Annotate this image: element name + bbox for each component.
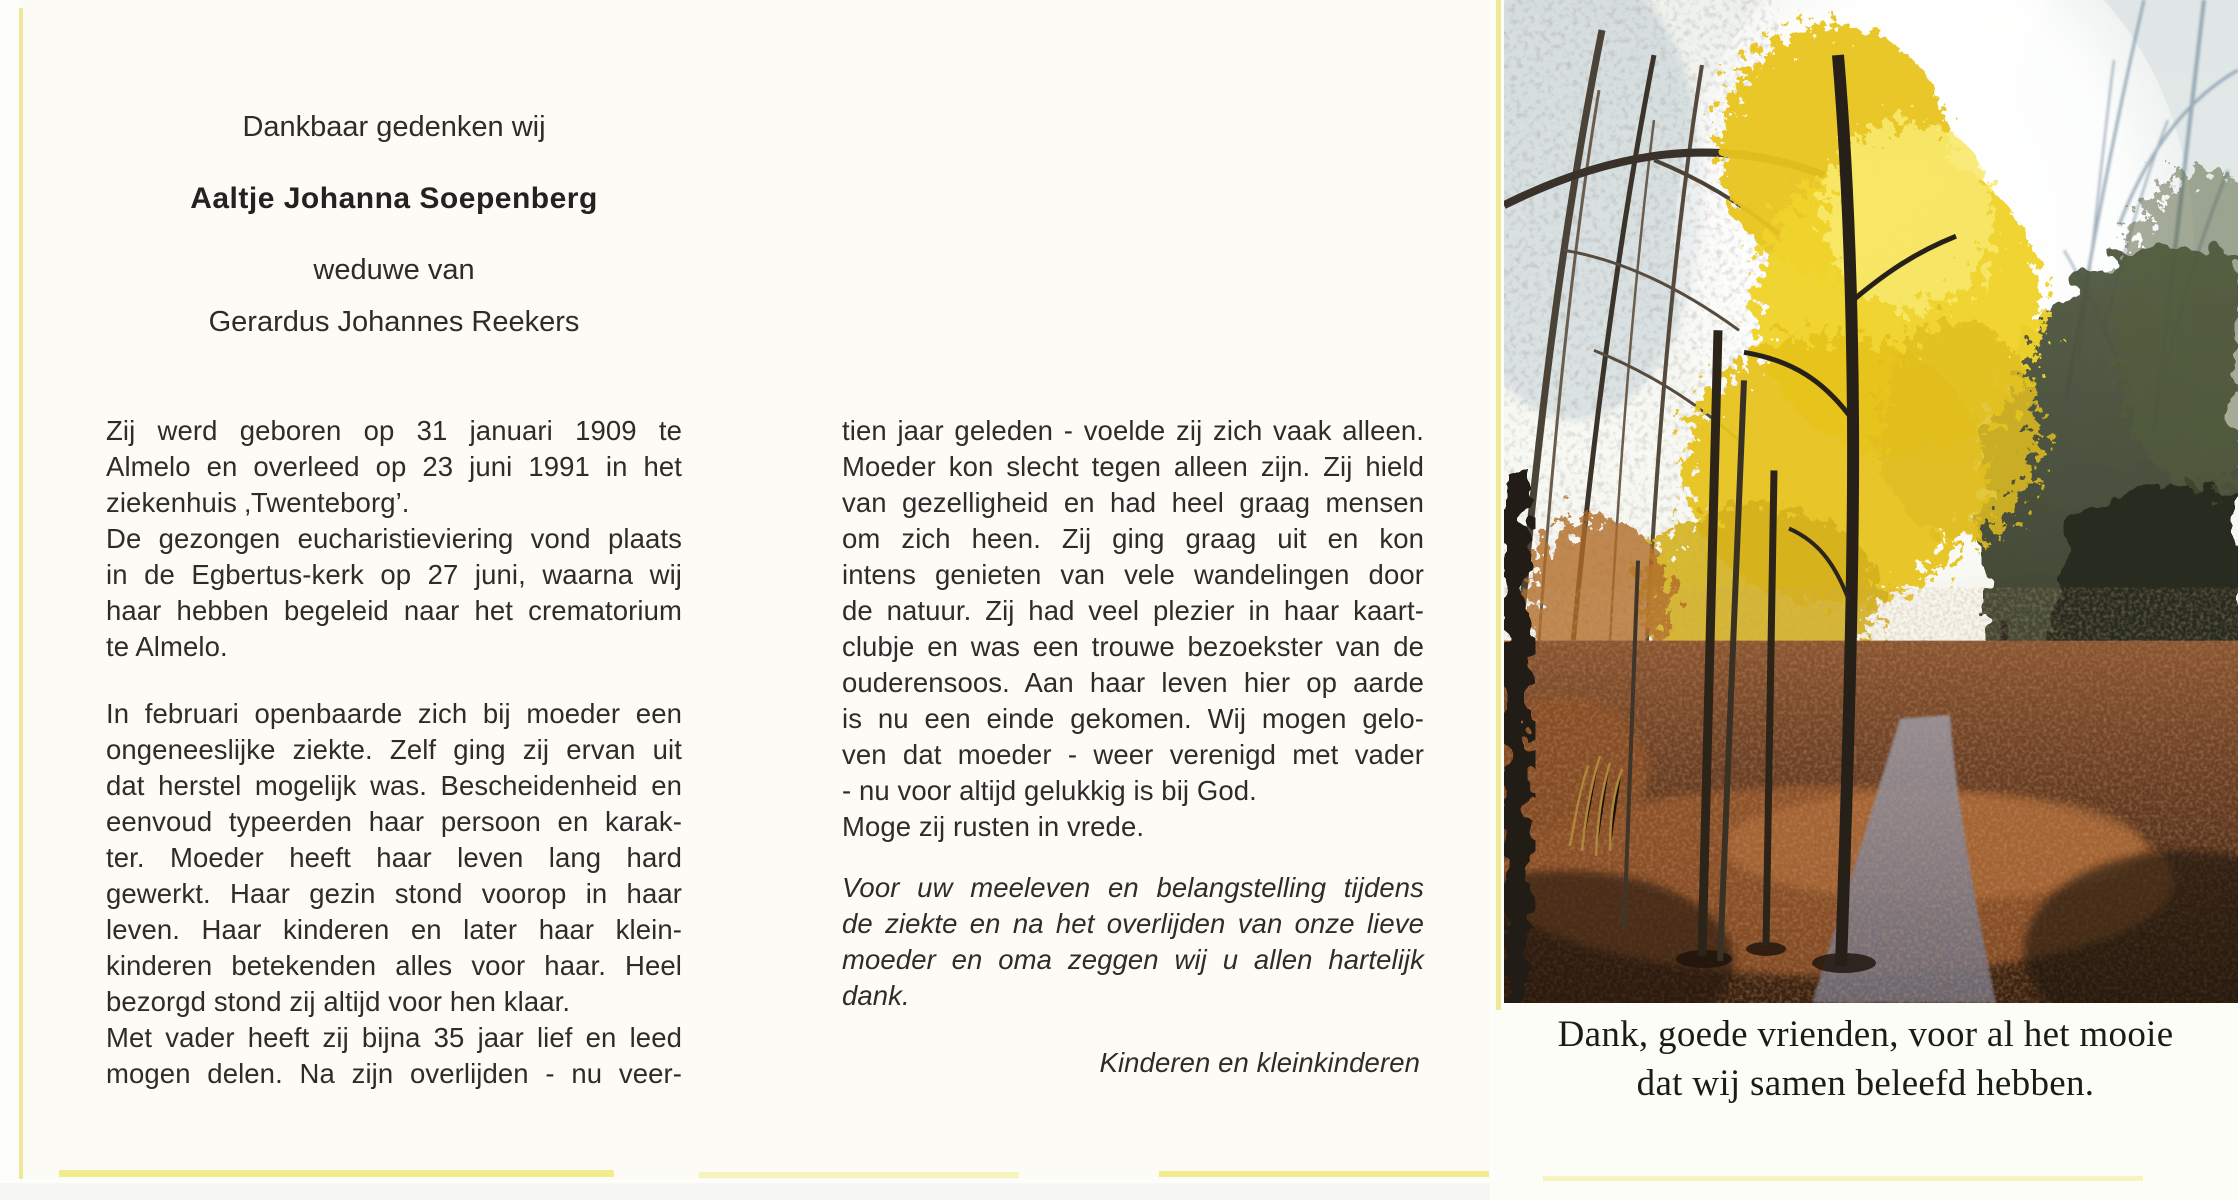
text-line: dat herstel mogelijk was. Bescheidenheid en (106, 770, 682, 801)
text-line: haar hebben begeleid naar het crematorium (106, 595, 682, 626)
photo-card-edge-left (1496, 0, 1501, 1010)
text-line: om zich heen. Zij ging graag uit en kon (842, 523, 1424, 554)
forest-floor (1504, 626, 2238, 1003)
text-line: Moge zij rusten in vrede. (842, 811, 1145, 842)
paragraph-birth-death (106, 413, 682, 665)
signature: Kinderen en kleinkinderen (1099, 1047, 1420, 1078)
text-line: mogen delen. Na zijn overlijden - nu veer- (106, 1058, 682, 1089)
paragraph-life-continued (842, 413, 1424, 845)
text-line: moeder en oma zeggen wij u allen hartelijk (842, 944, 1424, 975)
card-edge-bottom-segment (59, 1170, 614, 1177)
text-line: gewerkt. Haar gezin stond voorop in haar (106, 878, 682, 909)
memorial-intro: Dankbaar gedenken wij (242, 111, 546, 143)
photo-caption-line-2: dat wij samen beleefd hebben. (1636, 1063, 2095, 1104)
text-line: - nu voor altijd gelukkig is bij God. (842, 775, 1257, 806)
text-line: ziekenhuis ‚Twenteborg’. (106, 487, 410, 518)
text-line: leven. Haar kinderen en later haar klein- (106, 914, 682, 945)
photo-card-edge-bottom (1543, 1176, 2143, 1181)
scan-background (0, 1183, 1490, 1200)
text-line: de natuur. Zij had veel plezier in haar kaart- (842, 595, 1424, 626)
photo-caption (1493, 1010, 2238, 1108)
relation-label: weduwe van (313, 254, 475, 286)
photo-caption-line-1: Dank, goede vrienden, voor al het mooie (1557, 1014, 2174, 1055)
card-edge-bottom-segment (699, 1172, 1019, 1178)
deceased-name: Aaltje Johanna Soepenberg (190, 182, 598, 215)
text-line: Moeder kon slecht tegen alleen zijn. Zij hield (842, 451, 1424, 482)
paragraph-thanks (842, 870, 1424, 1014)
text-line: eenvoud typeerden haar persoon en karak- (106, 806, 682, 837)
text-line: te Almelo. (106, 631, 228, 662)
text-line: van gezelligheid en had heel graag mensen (842, 487, 1424, 518)
text-line: tien jaar geleden - voelde zij zich vaak alleen. (842, 415, 1424, 446)
text-line: De gezongen eucharistieviering vond plaats (106, 523, 682, 554)
autumn-forest-path-photo (1504, 0, 2238, 1003)
text-line: ongeneeslijke ziekte. Zelf ging zij ervan uit (106, 734, 682, 765)
text-line: is nu een einde gekomen. Wij mogen gelo- (842, 703, 1424, 734)
card-edge-left (19, 8, 23, 1179)
text-column-2 (842, 413, 1424, 1081)
text-line: Voor uw meeleven en belangstelling tijdens (842, 872, 1424, 903)
text-line: Zij werd geboren op 31 januari 1909 te (106, 415, 682, 446)
text-line: de ziekte en na het overlijden van onze lieve (842, 908, 1424, 939)
spouse-name: Gerardus Johannes Reekers (208, 306, 580, 338)
text-line: ven dat moeder - weer verenigd met vader (842, 739, 1424, 770)
photo-card (1493, 0, 2238, 1200)
text-line: Met vader heeft zij bijna 35 jaar lief en leed (106, 1022, 682, 1053)
text-line: ouderensoos. Aan haar leven hier op aarde (842, 667, 1424, 698)
text-line: in de Egbertus-kerk op 27 juni, waarna wij (106, 559, 682, 590)
text-line: kinderen betekenden alles voor haar. Heel (106, 950, 682, 981)
memorial-photo (1504, 0, 2238, 1003)
text-line: bezorgd stond zij altijd voor hen klaar. (106, 986, 571, 1017)
text-line: clubje en was een trouwe bezoekster van de (842, 631, 1424, 662)
text-line: intens genieten van vele wandelingen door (842, 559, 1424, 590)
text-line: In februari openbaarde zich bij moeder een (106, 698, 682, 729)
text-line: Almelo en overleed op 23 juni 1991 in het (106, 451, 682, 482)
paragraph-life (106, 696, 682, 1092)
card-edge-bottom-segment (1159, 1171, 1489, 1177)
text-line: dank. (842, 980, 910, 1011)
text-column-1 (106, 413, 682, 1092)
text-line: ter. Moeder heeft haar leven lang hard (106, 842, 682, 873)
